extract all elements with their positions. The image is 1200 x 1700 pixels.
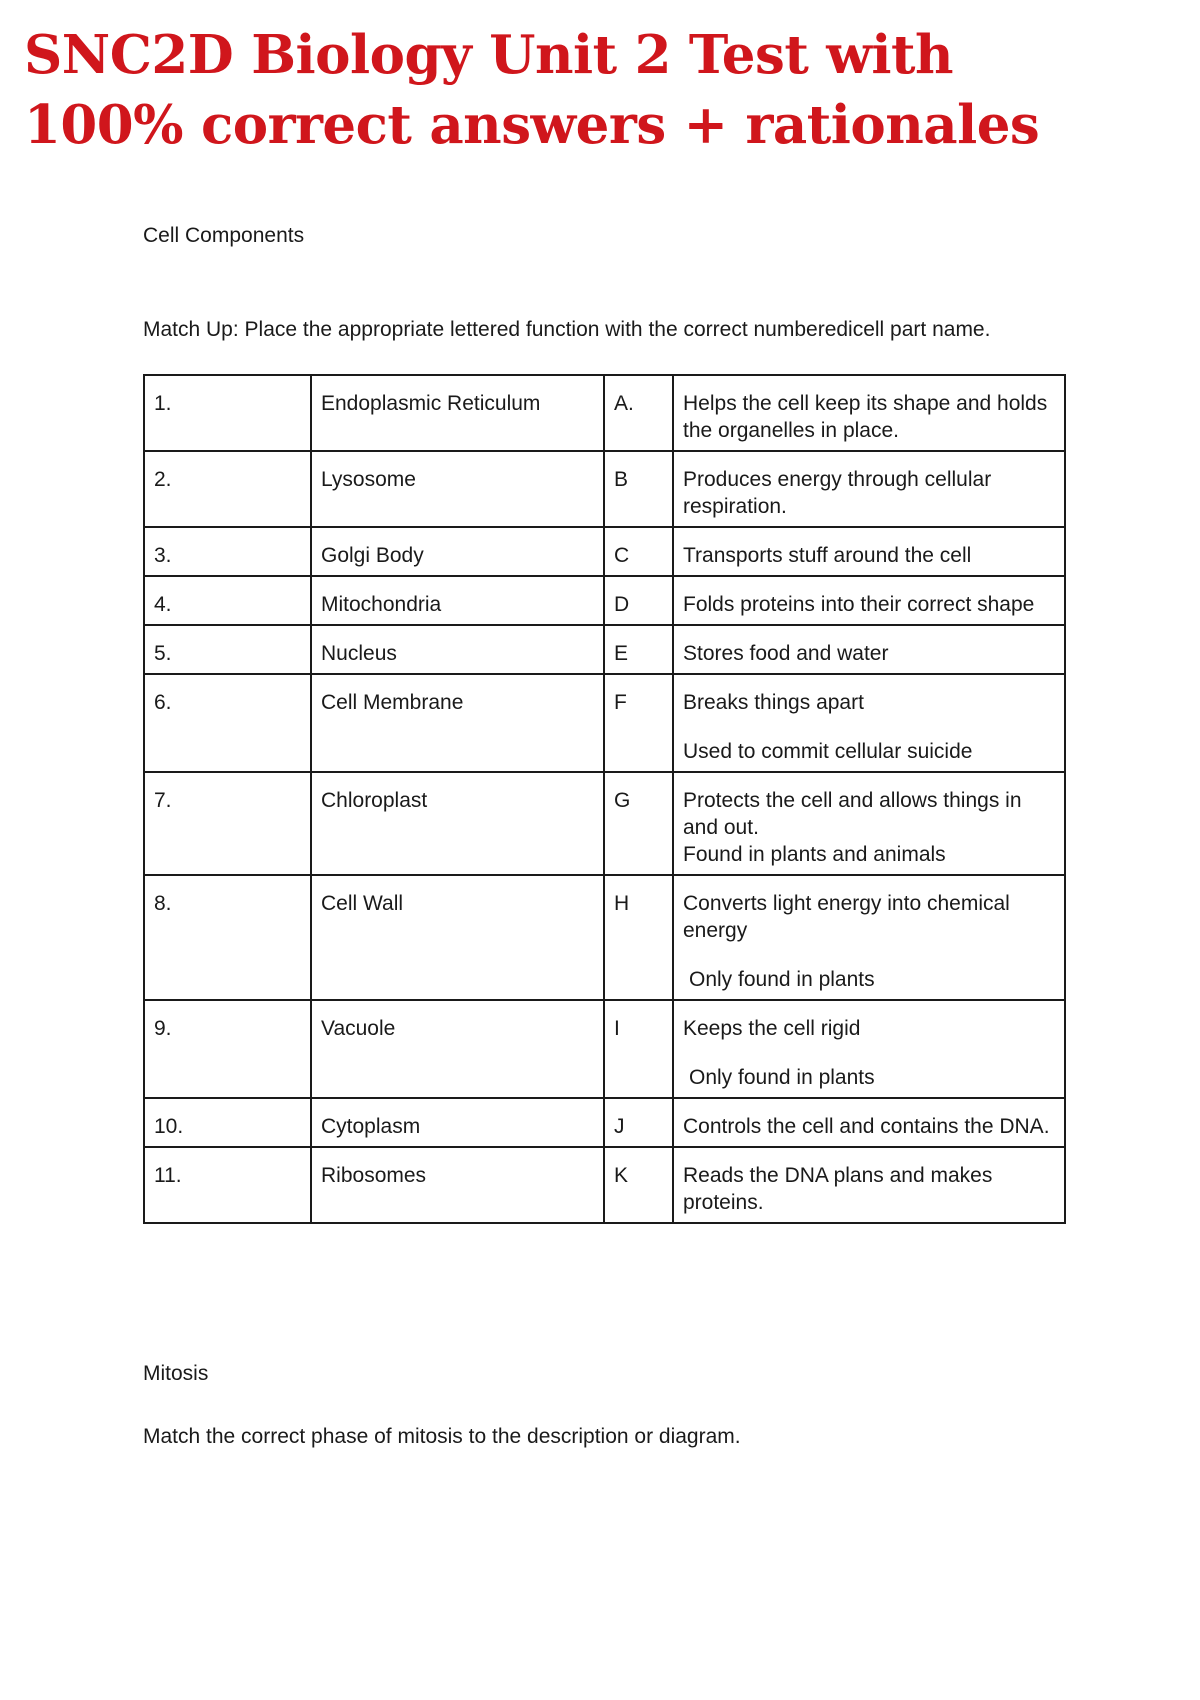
document-title-line-2: 100% correct answers + rationales bbox=[24, 94, 1040, 156]
cell-components-match-table bbox=[143, 374, 1066, 1224]
table-row bbox=[144, 451, 1065, 527]
cell-number: 3. bbox=[144, 527, 311, 576]
function-description-line: Protects the cell and allows things in and out. bbox=[683, 789, 1022, 839]
function-description bbox=[673, 875, 1065, 1000]
function-description bbox=[673, 674, 1065, 772]
table-row bbox=[144, 527, 1065, 576]
function-description bbox=[673, 1000, 1065, 1098]
cell-number: 5. bbox=[144, 625, 311, 674]
cell-number: 2. bbox=[144, 451, 311, 527]
cell-part-name: Ribosomes bbox=[311, 1147, 604, 1223]
function-description-line: Keeps the cell rigid bbox=[683, 1017, 861, 1040]
cell-number: 8. bbox=[144, 875, 311, 1000]
table-row bbox=[144, 772, 1065, 875]
match-table-body bbox=[144, 375, 1065, 1223]
function-letter: D bbox=[604, 576, 673, 625]
cell-part-name: Endoplasmic Reticulum bbox=[311, 375, 604, 451]
table-row bbox=[144, 375, 1065, 451]
document-title bbox=[24, 20, 1174, 160]
function-description-line: Transports stuff around the cell bbox=[683, 544, 972, 567]
section-heading-mitosis: Mitosis bbox=[143, 1362, 209, 1385]
function-description bbox=[673, 625, 1065, 674]
table-row bbox=[144, 1098, 1065, 1147]
function-description-line: Used to commit cellular suicide bbox=[683, 740, 973, 763]
cell-part-name: Cell Membrane bbox=[311, 674, 604, 772]
cell-part-name: Cell Wall bbox=[311, 875, 604, 1000]
function-description bbox=[673, 375, 1065, 451]
cell-part-name: Golgi Body bbox=[311, 527, 604, 576]
cell-part-name: Mitochondria bbox=[311, 576, 604, 625]
cell-number: 1. bbox=[144, 375, 311, 451]
function-description-line: Controls the cell and contains the DNA. bbox=[683, 1115, 1050, 1138]
function-description-line: Produces energy through cellular respiration. bbox=[683, 468, 992, 518]
function-description bbox=[673, 527, 1065, 576]
function-letter: H bbox=[604, 875, 673, 1000]
function-description bbox=[673, 772, 1065, 875]
function-description-line: Helps the cell keep its shape and holds the organelles in place. bbox=[683, 392, 1048, 442]
table-row bbox=[144, 576, 1065, 625]
cell-number: 6. bbox=[144, 674, 311, 772]
function-letter: G bbox=[604, 772, 673, 875]
table-row bbox=[144, 1147, 1065, 1223]
cell-part-name: Nucleus bbox=[311, 625, 604, 674]
function-description-line: Only found in plants bbox=[689, 1066, 875, 1089]
function-description-line: Only found in plants bbox=[689, 968, 875, 991]
function-description-line: Folds proteins into their correct shape bbox=[683, 593, 1035, 616]
function-letter: I bbox=[604, 1000, 673, 1098]
function-description-line: Found in plants and animals bbox=[683, 843, 946, 866]
document-title-line-1: SNC2D Biology Unit 2 Test with bbox=[24, 24, 954, 86]
function-description-line: Converts light energy into chemical energy bbox=[683, 892, 1010, 942]
match-up-instructions: Match Up: Place the appropriate lettered function with the correct numberedicell part name. bbox=[143, 318, 991, 341]
table-row bbox=[144, 625, 1065, 674]
cell-number: 11. bbox=[144, 1147, 311, 1223]
function-letter: K bbox=[604, 1147, 673, 1223]
function-letter: E bbox=[604, 625, 673, 674]
function-letter: A. bbox=[604, 375, 673, 451]
cell-number: 7. bbox=[144, 772, 311, 875]
function-description bbox=[673, 451, 1065, 527]
function-letter: B bbox=[604, 451, 673, 527]
function-letter: C bbox=[604, 527, 673, 576]
cell-part-name: Cytoplasm bbox=[311, 1098, 604, 1147]
cell-part-name: Chloroplast bbox=[311, 772, 604, 875]
function-description-line: Reads the DNA plans and makes proteins. bbox=[683, 1164, 993, 1214]
cell-number: 10. bbox=[144, 1098, 311, 1147]
cell-part-name: Lysosome bbox=[311, 451, 604, 527]
function-description-line: Breaks things apart bbox=[683, 691, 864, 714]
function-letter: J bbox=[604, 1098, 673, 1147]
function-letter: F bbox=[604, 674, 673, 772]
function-description bbox=[673, 1147, 1065, 1223]
mitosis-instructions: Match the correct phase of mitosis to the description or diagram. bbox=[143, 1425, 741, 1448]
function-description-line: Stores food and water bbox=[683, 642, 889, 665]
cell-part-name: Vacuole bbox=[311, 1000, 604, 1098]
function-description bbox=[673, 1098, 1065, 1147]
table-row bbox=[144, 674, 1065, 772]
section-heading-cell-components: Cell Components bbox=[143, 224, 305, 247]
table-row bbox=[144, 875, 1065, 1000]
cell-number: 9. bbox=[144, 1000, 311, 1098]
cell-number: 4. bbox=[144, 576, 311, 625]
table-row bbox=[144, 1000, 1065, 1098]
function-description bbox=[673, 576, 1065, 625]
